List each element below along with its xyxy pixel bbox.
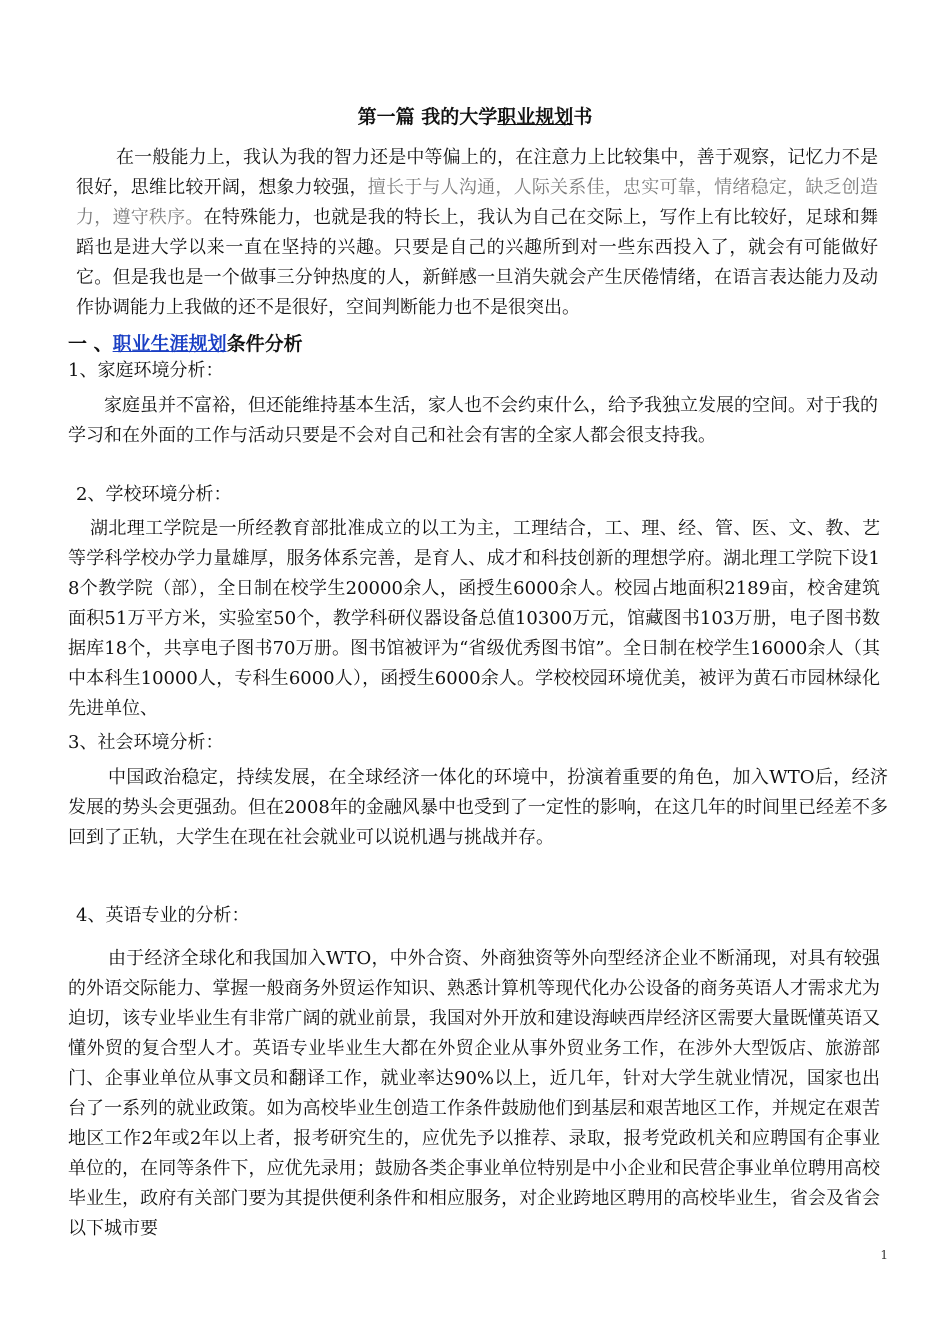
intro-paragraph bbox=[76, 143, 878, 323]
section-prefix: 一 、 bbox=[68, 333, 113, 355]
section-suffix: 条件分析 bbox=[226, 333, 303, 355]
intro-text-2: 在特殊能力，也就是我的特长上，我认为自己在交际上，写作上有比较好，足球和舞蹈也是进大学以来一直在坚持的兴趣。只要是自己的兴趣所到对一些东西投入了，就会有可能做好它。但是我也是一个做事三分钟热度的人，新鲜感一旦消失就会产生厌倦情绪，在语言表达能力及动作协调能力上我做的还不是很好，空间判断能力也不是很突出。 bbox=[76, 207, 879, 318]
society-paragraph: 中国政治稳定，持续发展，在全球经济一体化的环境中，扮演着重要的角色，加入WTO后，经济发展的势头会更强劲。但在2008年的金融风暴中也受到了一定性的影响，在这几年的时间里已经差不多回到了正轨，大学生在现在社会就业可以说机遇与挑战并存。 bbox=[68, 767, 888, 848]
title-prefix: 第一篇 我的大学 bbox=[357, 106, 498, 128]
page-number: 1 bbox=[880, 1248, 888, 1262]
family-paragraph: 家庭虽并不富裕，但还能维持基本生活，家人也不会约束什么，给予我独立发展的空间。对于我的学习和在外面的工作与活动只要是不会对自己和社会有害的全家人都会很支持我。 bbox=[68, 395, 878, 446]
title-link[interactable]: 职业规划 bbox=[497, 106, 574, 128]
intro-text-1: 在一般能力上，我认为我的智力还是中等偏上的，在注意力上比较集中，善于观察，记忆力不是很好，思维比较开阔，想象力较强， bbox=[76, 147, 878, 198]
school-heading: 2、学校环境分析： bbox=[76, 484, 232, 505]
family-heading: 1、家庭环境分析： bbox=[68, 360, 224, 381]
page-title bbox=[0, 104, 950, 130]
title-suffix: 书 bbox=[573, 106, 593, 128]
career-planning-link[interactable]: 职业生涯规划 bbox=[112, 333, 227, 355]
section-heading-career bbox=[68, 330, 303, 358]
english-paragraph: 由于经济全球化和我国加入WTO，中外合资、外商独资等外向型经济企业不断涌现，对具有较强的外语交际能力、掌握一般商务外贸运作知识、熟悉计算机等现代化办公设备的商务英语人才需求尤为迫切，该专业毕业生有非常广阔的就业前景，我国对外开放和建设海峡西岸经济区需要大量既懂英语又懂外贸的复合型人才。英语专业毕业生大都在外贸企业从事外贸业务工作，在涉外大型饭店、旅游部门、企事业单位从事文员和翻译工作，就业率达90%以上，近几年，针对大学生就业情况，国家也出台了一系列的就业政策。如为高校毕业生创造工作条件鼓励他们到基层和艰苦地区工作，并规定在艰苦地区工作2年或2年以上者，报考研究生的，应优先予以推荐、录取，报考党政机关和应聘国有企事业单位的，在同等条件下，应优先录用；鼓励各类企事业单位特别是中小企业和民营企事业单位聘用高校毕业生，政府有关部门要为其提供便利条件和相应服务，对企业跨地区聘用的高校毕业生，省会及省会以下城市要 bbox=[68, 948, 880, 1239]
intro-gray-text: 擅长于与人沟通，人际关系佳，忠实可靠，情绪稳定，缺乏创造力，遵守秩序。 bbox=[76, 177, 879, 228]
society-heading: 3、社会环境分析： bbox=[68, 732, 224, 753]
school-paragraph: 湖北理工学院是一所经教育部批准成立的以工为主，工理结合，工、理、经、管、医、文、教、艺等学科学校办学力量雄厚，服务体系完善，是育人、成才和科技创新的理想学府。湖北理工学院下设18个教学院（部），全日制在校学生20000余人，函授生6000余人。校园占地面积2189亩，校舍建筑面积51万平方米，实验室50个，教学科研仪器设备总值10300万元，馆藏图书103万册，电子图书数据库18个，共享电子图书70万册。图书馆被评为“省级优秀图书馆”。全日制在校学生16000余人（其中本科生10000人，专科生6000人），函授生6000余人。学校校园环境优美，被评为黄石市园林绿化先进单位、 bbox=[68, 518, 880, 719]
english-heading: 4、英语专业的分析： bbox=[76, 905, 250, 926]
